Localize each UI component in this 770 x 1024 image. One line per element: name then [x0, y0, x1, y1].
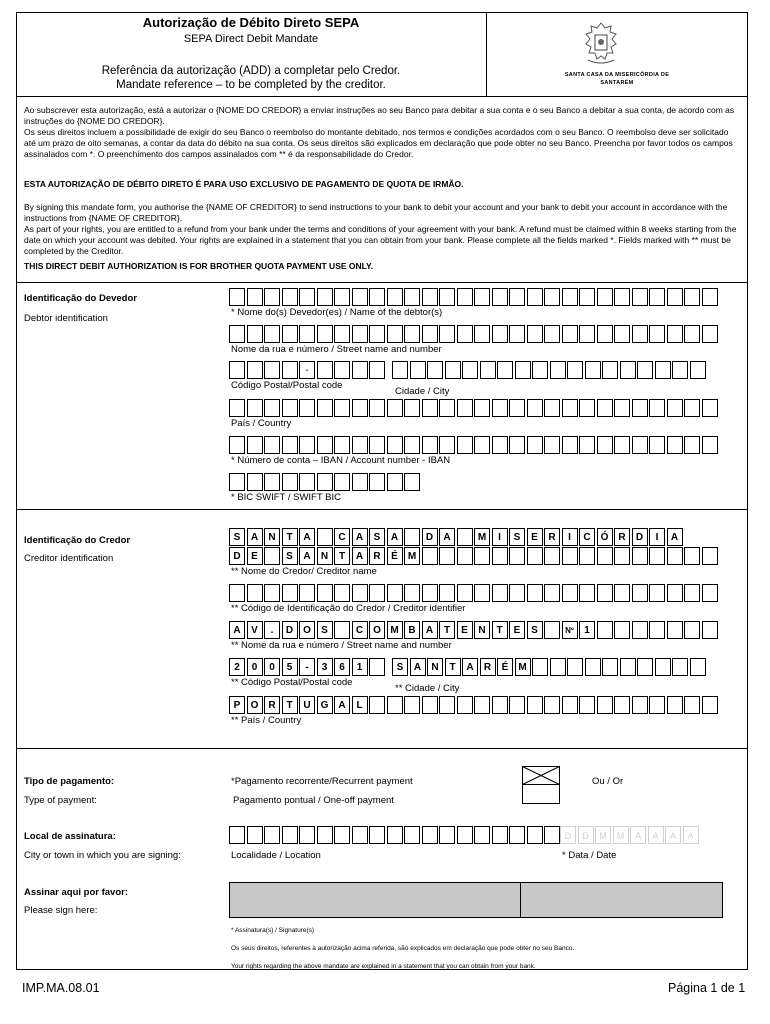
signing-place-heading: Local de assinatura: [24, 831, 116, 842]
debtor-postal-input[interactable] [229, 361, 387, 379]
debtor-country-label: País / Country [231, 418, 292, 429]
char-box [702, 547, 718, 565]
char-box [667, 621, 683, 639]
char-box [620, 658, 636, 676]
char-box: S [392, 658, 408, 676]
char-box: A [462, 658, 478, 676]
char-box: E [457, 621, 473, 639]
char-box [550, 658, 566, 676]
creditor-street-label: ** Nome da rua e número / Street name and number [231, 640, 452, 651]
creditor-street-boxes [229, 621, 719, 639]
char-box: I [562, 528, 578, 546]
signature-field-1[interactable] [229, 882, 521, 918]
char-box [334, 621, 350, 639]
intro-pt-2: Os seus direitos incluem a possibilidade de exigir do seu Banco o reembolso do montante debitado, nos termos e condições acordados com o seu Banco. O reembolso deve ser solicitado até um prazo de oito semanas, a contar da data do débito na sua conta. Os seus direitos são explicados em declaração que pode obter no seu Banco. Preencha por favor todos os campos assinalados com *. O preenchimento dos campos assinalados com ** é da responsabilidade do Credor. [24, 127, 733, 159]
char-box: 3 [317, 658, 333, 676]
creditor-country-label: ** País / Country [231, 715, 302, 726]
char-box: R [369, 547, 385, 565]
debtor-iban-input[interactable] [229, 436, 719, 454]
char-box: 0 [247, 658, 263, 676]
char-box: R [614, 528, 630, 546]
char-box: I [492, 528, 508, 546]
char-box [509, 547, 525, 565]
char-box [649, 584, 665, 602]
debtor-street-label: Nome da rua e número / Street name and number [231, 344, 442, 355]
char-box [492, 547, 508, 565]
char-box: E [509, 621, 525, 639]
char-box [334, 584, 350, 602]
creditor-heading-en: Creditor identification [24, 553, 114, 564]
char-box [632, 621, 648, 639]
char-box: C [334, 528, 350, 546]
char-box [369, 696, 385, 714]
char-box [684, 621, 700, 639]
char-box [684, 696, 700, 714]
payment-heading: Tipo de pagamento: [24, 776, 115, 787]
char-box [597, 696, 613, 714]
char-box [702, 621, 718, 639]
char-box [614, 621, 630, 639]
char-box: T [439, 621, 455, 639]
char-box [404, 528, 420, 546]
debtor-name-input[interactable] [229, 288, 719, 306]
creditor-name-label: ** Nome do Credor/ Creditor name [231, 566, 377, 577]
date-input[interactable] [560, 826, 700, 844]
char-box [602, 658, 618, 676]
char-box: A [352, 528, 368, 546]
debtor-bic-label: * BIC SWIFT / SWIFT BIC [231, 492, 341, 503]
form-subtitle: SEPA Direct Debit Mandate [183, 33, 319, 45]
char-box [579, 696, 595, 714]
creditor-name-line2 [229, 547, 719, 565]
mandate-ref-pt: Referência da autorização (ADD) a completar pelo Credor. [101, 65, 401, 77]
debtor-iban-label: * Número de conta – IBAN / Account number - IBAN [231, 455, 451, 466]
recurrent-payment-label: *Pagamento recorrente/Recurrent payment [231, 776, 413, 787]
char-box: A [387, 528, 403, 546]
debtor-bic-input[interactable] [229, 473, 422, 491]
payment-heading-en: Type of payment: [24, 795, 97, 806]
char-box [492, 696, 508, 714]
debtor-name-label: * Nome do(s) Devedor(es) / Name of the debtor(s) [231, 307, 443, 318]
char-box [544, 547, 560, 565]
char-box: 0 [264, 658, 280, 676]
char-box [667, 584, 683, 602]
char-box [527, 696, 543, 714]
date-char-box: A [683, 826, 699, 844]
char-box [282, 584, 298, 602]
char-box: A [352, 547, 368, 565]
char-box [702, 696, 718, 714]
char-box [655, 658, 671, 676]
logo-text-line1: SANTA CASA DA MISERICÓRDIA DE [564, 72, 670, 78]
page-number: Página 1 de 1 [668, 981, 746, 995]
char-box [439, 696, 455, 714]
location-input[interactable] [229, 826, 562, 844]
char-box: A [299, 547, 315, 565]
char-box [702, 584, 718, 602]
char-box: N [264, 528, 280, 546]
debtor-heading-en: Debtor identification [24, 313, 108, 324]
char-box: L [352, 696, 368, 714]
char-box [544, 584, 560, 602]
creditor-heading: Identificação do Credor [24, 535, 131, 546]
char-box: M [404, 547, 420, 565]
char-box [544, 696, 560, 714]
char-box [684, 584, 700, 602]
debtor-heading: Identificação do Devedor [24, 293, 137, 304]
postal-dash: - [299, 361, 315, 379]
char-box [387, 696, 403, 714]
char-box: T [334, 547, 350, 565]
char-box [672, 658, 688, 676]
logo-text-line2: SANTARÉM [600, 80, 634, 86]
char-box [457, 528, 473, 546]
char-box [637, 658, 653, 676]
creditor-name-line1 [229, 528, 684, 546]
char-box [422, 584, 438, 602]
char-box [532, 658, 548, 676]
date-char-box: A [665, 826, 681, 844]
char-box [614, 547, 630, 565]
char-box: R [480, 658, 496, 676]
char-box: O [247, 696, 263, 714]
char-box: Ó [597, 528, 613, 546]
char-box: 1 [352, 658, 368, 676]
char-box: N [317, 547, 333, 565]
char-box: O [299, 621, 315, 639]
char-box: É [497, 658, 513, 676]
date-char-box: M [613, 826, 629, 844]
char-box: T [282, 696, 298, 714]
char-box: S [509, 528, 525, 546]
char-box: S [369, 528, 385, 546]
char-box [317, 528, 333, 546]
date-char-box: A [630, 826, 646, 844]
char-box: Nº [562, 621, 578, 639]
location-label: Localidade / Location [231, 850, 321, 861]
char-box [567, 658, 583, 676]
recurrent-checkbox[interactable] [522, 766, 560, 804]
char-box: M [515, 658, 531, 676]
date-char-box: D [560, 826, 576, 844]
intro-rule [16, 282, 748, 283]
char-box [474, 584, 490, 602]
header-rule [16, 96, 748, 97]
char-box [597, 621, 613, 639]
intro-en-bold: THIS DIRECT DEBIT AUTHORIZATION IS FOR BROTHER QUOTA PAYMENT USE ONLY. [24, 261, 374, 271]
char-box: E [527, 528, 543, 546]
char-box [597, 547, 613, 565]
char-box: A [229, 621, 245, 639]
char-box: T [492, 621, 508, 639]
char-box [352, 584, 368, 602]
date-char-box: M [595, 826, 611, 844]
char-box [544, 621, 560, 639]
char-box: M [387, 621, 403, 639]
char-box [667, 547, 683, 565]
char-box: 1 [579, 621, 595, 639]
char-box: A [439, 528, 455, 546]
char-box: S [527, 621, 543, 639]
creditor-rule [16, 748, 748, 749]
date-char-box: D [578, 826, 594, 844]
intro-en-2: As part of your rights, you are entitled to a refund from your bank under the terms and conditions of your agreement with your bank. A refund must be claimed within 8 weeks starting from the date on which your account was debited. Your rights are explained in a statement that you can obtain from your bank. Please complete all the fields marked *. Fields marked with ** must be completed by the Creditor. [24, 224, 737, 256]
debtor-city-input[interactable] [392, 361, 707, 379]
char-box [229, 584, 245, 602]
signature-note-en: Your rights regarding the above mandate are explained in a statement that you can obtain from your bank. [231, 963, 536, 970]
char-box: G [317, 696, 333, 714]
char-box [562, 547, 578, 565]
signature-note-pt: Os seus direitos, referentes à autorização acima referida, são explicados em declaração que pode obter no seu Banco. [231, 945, 575, 952]
char-box [527, 547, 543, 565]
char-box: A [299, 528, 315, 546]
char-box [649, 621, 665, 639]
debtor-city-label: Cidade / City [395, 386, 450, 397]
signing-place-heading-en: City or town in which you are signing: [24, 850, 181, 861]
char-box: E [247, 547, 263, 565]
coat-of-arms-logo [578, 20, 624, 66]
char-box: B [404, 621, 420, 639]
char-box [614, 584, 630, 602]
char-box: 2 [229, 658, 245, 676]
char-box [369, 584, 385, 602]
signature-heading-en: Please sign here: [24, 905, 98, 916]
char-box [614, 696, 630, 714]
char-box [562, 584, 578, 602]
char-box: C [579, 528, 595, 546]
char-box [649, 696, 665, 714]
char-box [264, 584, 280, 602]
char-box: M [474, 528, 490, 546]
debtor-postal-label: Código Postal/Postal code [231, 380, 343, 391]
char-box: N [427, 658, 443, 676]
char-box: A [422, 621, 438, 639]
intro-pt-1: Ao subscrever esta autorização, está a autorizar o {NOME DO CREDOR} a enviar instruções ao seu Banco para debitar a sua conta e o seu Banco a debitar a sua conta, de acordo com as instruções do {NOME DO CREDOR}. [24, 105, 735, 126]
or-label: Ou / Or [592, 776, 624, 787]
form-code: IMP.MA.08.01 [22, 981, 100, 995]
char-box [492, 584, 508, 602]
char-box: O [369, 621, 385, 639]
char-box [457, 547, 473, 565]
char-box [585, 658, 601, 676]
creditor-id-label: ** Código de Identificação do Credor / Creditor identifier [231, 603, 466, 614]
char-box [439, 584, 455, 602]
char-box: V [247, 621, 263, 639]
debtor-rule [16, 509, 748, 510]
char-box [649, 547, 665, 565]
char-box [690, 658, 706, 676]
char-box: S [282, 547, 298, 565]
creditor-postal-label: ** Código Postal/Postal code [231, 677, 353, 688]
header-divider [486, 12, 487, 96]
char-box: U [299, 696, 315, 714]
char-box: . [264, 621, 280, 639]
char-box [404, 696, 420, 714]
char-box [299, 584, 315, 602]
char-box [264, 547, 280, 565]
char-box: A [667, 528, 683, 546]
char-box [474, 547, 490, 565]
date-label: * Data / Date [562, 850, 617, 861]
char-box: R [264, 696, 280, 714]
char-box: P [229, 696, 245, 714]
char-box [579, 584, 595, 602]
char-box [457, 584, 473, 602]
creditor-city-boxes [392, 658, 707, 676]
char-box [562, 696, 578, 714]
oneoff-payment-label: Pagamento pontual / One-off payment [233, 795, 394, 806]
char-box [684, 547, 700, 565]
char-box [509, 584, 525, 602]
char-box: S [229, 528, 245, 546]
char-box: I [649, 528, 665, 546]
debtor-country-input[interactable] [229, 399, 719, 417]
char-box: S [317, 621, 333, 639]
debtor-street-input[interactable] [229, 325, 719, 343]
char-box [369, 658, 385, 676]
char-box: C [352, 621, 368, 639]
char-box [422, 547, 438, 565]
intro-en [24, 202, 740, 257]
intro-pt [24, 105, 740, 160]
signature-label: * Assinatura(s) / Signature(s) [231, 927, 315, 934]
checkbox-x-icon [522, 766, 560, 804]
char-box [597, 584, 613, 602]
char-box: A [334, 696, 350, 714]
char-box: D [229, 547, 245, 565]
char-box [474, 696, 490, 714]
char-box [527, 584, 543, 602]
char-box [667, 696, 683, 714]
char-box [247, 584, 263, 602]
signature-heading: Assinar aqui por favor: [24, 887, 128, 898]
char-box: 5 [282, 658, 298, 676]
intro-en-1: By signing this mandate form, you authorise the {NAME OF CREDITOR} to send instructions to your bank to debit your account and your bank to debit your account in accordance with the instructions from {NAME OF CREDITOR}. [24, 202, 728, 223]
creditor-postal-boxes [229, 658, 387, 676]
mandate-ref-en: Mandate reference – to be completed by the creditor. [116, 79, 386, 91]
creditor-city-label: ** Cidade / City [395, 683, 460, 694]
signature-field-2[interactable] [520, 882, 723, 918]
char-box [579, 547, 595, 565]
char-box: A [247, 528, 263, 546]
char-box [509, 696, 525, 714]
char-box [632, 584, 648, 602]
char-box: T [282, 528, 298, 546]
creditor-country-boxes [229, 696, 719, 714]
char-box: N [474, 621, 490, 639]
char-box: R [544, 528, 560, 546]
char-box: D [632, 528, 648, 546]
creditor-id-boxes [229, 584, 719, 602]
char-box: D [282, 621, 298, 639]
char-box [439, 547, 455, 565]
form-title: Autorização de Débito Direto SEPA [142, 15, 360, 30]
char-box: D [422, 528, 438, 546]
char-box [632, 547, 648, 565]
char-box [387, 584, 403, 602]
char-box: T [445, 658, 461, 676]
char-box [632, 696, 648, 714]
char-box [317, 584, 333, 602]
char-box [404, 584, 420, 602]
char-box [457, 696, 473, 714]
char-box: - [299, 658, 315, 676]
date-char-box: A [648, 826, 664, 844]
char-box: 6 [334, 658, 350, 676]
intro-pt-bold: ESTA AUTORIZAÇÃO DE DÉBITO DIRETO É PARA USO EXCLUSIVO DE PAGAMENTO DE QUOTA DE IRMÃO. [24, 179, 464, 189]
char-box [422, 696, 438, 714]
char-box: A [410, 658, 426, 676]
char-box: É [387, 547, 403, 565]
